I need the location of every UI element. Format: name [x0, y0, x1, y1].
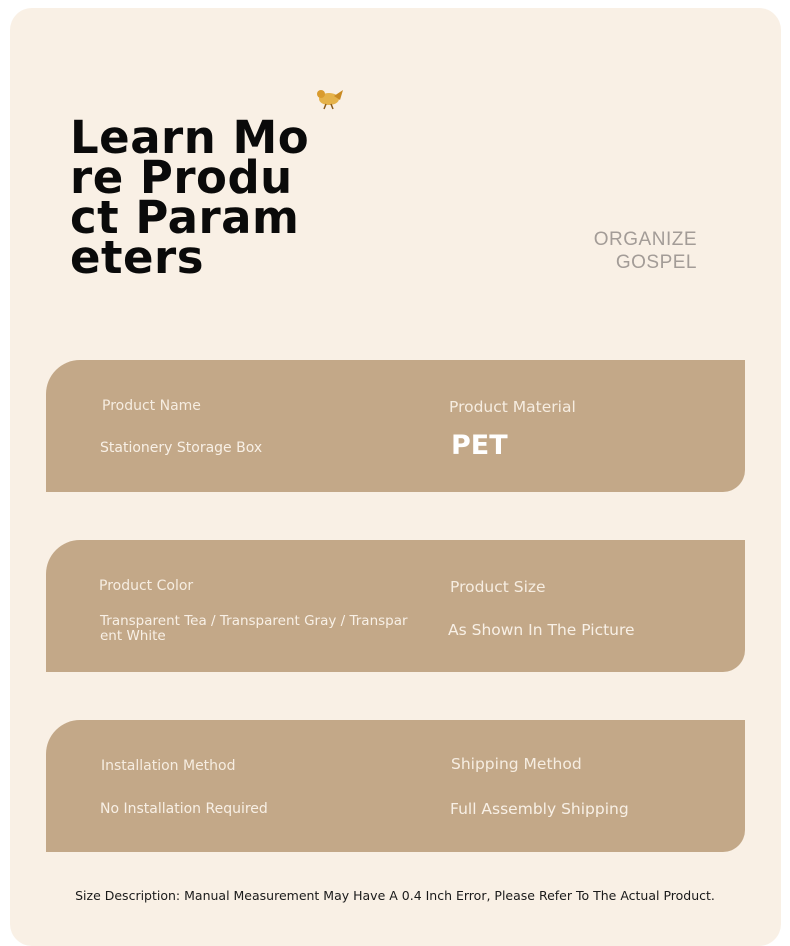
brand-line-1: ORGANIZE	[593, 229, 697, 250]
product-material-value: PET	[451, 430, 508, 461]
size-description-note: Size Description: Manual Measurement May Have A 0.4 Inch Error, Please Refer To The Actual Product.	[75, 888, 715, 903]
product-size-label: Product Size	[450, 578, 546, 596]
param-card-color-size	[46, 540, 745, 672]
installation-method-value: No Installation Required	[100, 801, 268, 817]
small-bird-icon	[314, 86, 344, 110]
brand-logo-text	[560, 228, 697, 274]
shipping-method-value: Full Assembly Shipping	[450, 800, 629, 818]
page-title: Learn More Product Parameters	[70, 111, 310, 284]
product-size-value: As Shown In The Picture	[448, 621, 635, 639]
brand-line-2: GOSPEL	[615, 252, 697, 273]
param-card-name-material	[46, 360, 745, 492]
product-name-label: Product Name	[102, 398, 201, 414]
product-material-label: Product Material	[449, 398, 576, 416]
product-color-label: Product Color	[99, 578, 194, 594]
product-color-value: Transparent Tea / Transparent Gray / Transparent White	[100, 613, 408, 644]
product-name-value: Stationery Storage Box	[100, 440, 263, 456]
shipping-method-label: Shipping Method	[451, 755, 582, 773]
installation-method-label: Installation Method	[101, 758, 236, 774]
param-card-installation-shipping	[46, 720, 745, 852]
